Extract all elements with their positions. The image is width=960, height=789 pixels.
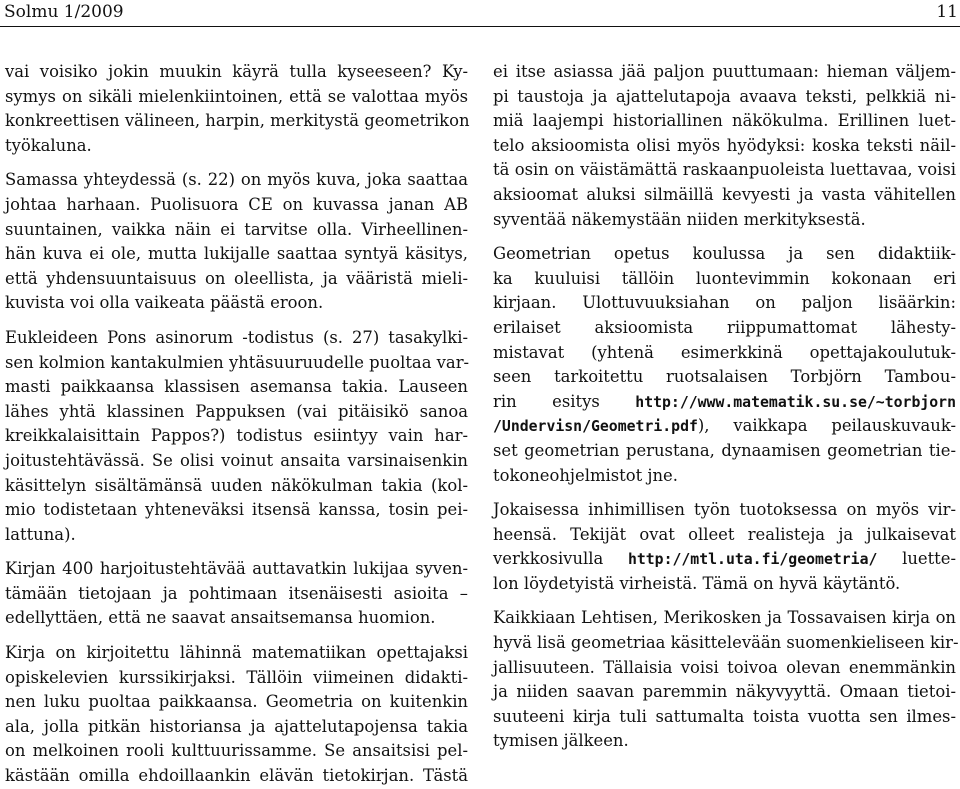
right-column — [493, 60, 959, 754]
text-line: jallisuuteen. Tällaisia voisi toivoa olevan enemmänkin — [493, 657, 956, 677]
text-line: tymisen jälkeen. — [493, 731, 629, 751]
text-line: heensä. Tekijät ovat olleet realisteja ja julkaisevat — [493, 524, 956, 544]
text-line: mistavat (yhtenä esimerkkinä opettajakoulutuk- — [493, 342, 956, 362]
text-line: ei itse asiassa jää paljon puuttumaan: hieman väljem- — [493, 62, 956, 81]
text-fragment: luette- — [877, 549, 956, 569]
text-fragment: verkkosivulla — [493, 549, 628, 569]
text-line: mio todistetaan yhteneväksi itsensä kanssa, tosin pei- — [5, 500, 468, 520]
text-line: työkaluna. — [5, 135, 92, 155]
text-line: syventää näkemystään niiden merkityksestä. — [493, 209, 866, 229]
text-line: ja niiden saavan paremmin näkyvyyttä. Omaan tietoi- — [493, 682, 956, 702]
text-line: hän kuva ei ole, mutta lukijalle saattaa syntyä käsitys, — [5, 244, 468, 264]
text-line: joitustehtävässä. Se olisi voinut ansaita varsinaisenkin — [5, 450, 468, 470]
text-line: kreikkalaisittain Pappos?) todistus esiintyy vain har- — [5, 426, 468, 446]
text-line: käsittelyn sisältämänsä uuden näkökulman takia (kol- — [5, 475, 468, 495]
left-column — [5, 60, 468, 789]
text-line: opiskelevien kurssikirjaksi. Tällöin viimeinen didakti- — [5, 667, 468, 687]
text-fragment: rin esitys — [493, 391, 636, 411]
text-line: tokoneohjelmistot jne. — [493, 465, 678, 485]
text-line: Samassa yhteydessä (s. 22) on myös kuva, joka saattaa — [5, 170, 468, 190]
text-line: miä laajempi historiallinen näkökulma. Erillinen luet- — [493, 111, 956, 131]
text-line: Kirja on kirjoitettu lähinnä matematiikan opettajaksi — [5, 643, 468, 663]
paragraph — [493, 60, 956, 232]
text-line: set geometrian perustana, dynaamisen geometrian tie- — [493, 440, 956, 460]
text-line: ala, jolla pitkän historiansa ja ajattelutapojensa takia — [5, 716, 468, 736]
page-header — [0, 0, 960, 27]
text-line: tämään tietojaan ja pohtimaan itsenäisesti asioita – — [5, 583, 468, 603]
text-line: johtaa harhaan. Puolisuora CE on kuvassa janan AB — [5, 194, 468, 214]
text-line: symys on sikäli mielenkiintoinen, että se valottaa myös — [5, 86, 468, 106]
text-line: vai voisiko jokin muukin käyrä tulla kyseeseen? Ky- — [5, 62, 468, 81]
text-line: tä osin on väistämättä raskaanpuoleista luettavaa, voisi — [493, 160, 956, 180]
text-line: seen tarkoitettu ruotsalaisen Torbjörn Tambou- — [493, 367, 956, 387]
url-link[interactable]: /Undervisn/Geometri.pdf — [493, 418, 698, 436]
text-line: lon löydetyistä virheistä. Tämä on hyvä käytäntö. — [493, 573, 901, 593]
text-line: pi taustoja ja ajattelutapoja avaava teksti, pelkkiä ni- — [493, 86, 956, 106]
text-line: Geometrian opetus koulussa ja sen didaktiik- — [493, 244, 956, 264]
text-line: Eukleideen Pons asinorum -todistus (s. 27) tasakylki- — [5, 327, 468, 347]
text-line: hyvä lisä geometriaa käsittelevään suomenkieliseen kir- — [493, 633, 959, 653]
url-link[interactable]: http://www.matematik.su.se/~torbjorn — [635, 393, 956, 411]
text-line: suuntainen, vaikka näin ei tarvitse olla. Virheellinen- — [5, 219, 468, 239]
text-line: edellyttäen, että ne saavat ansaitsemansa huomion. — [5, 608, 436, 628]
text-line: Kaikkiaan Lehtisen, Merikosken ja Tossavaisen kirja on — [493, 608, 956, 628]
page-number: 11 — [936, 2, 958, 22]
paragraph — [493, 242, 956, 488]
text-line: sen kolmion kantakulmien yhtäsuuruudelle puoltaa var- — [5, 352, 470, 372]
text-line: lattuna). — [5, 524, 76, 544]
text-line: masti paikkaansa klassisen asemansa takia. Lauseen — [5, 377, 468, 397]
url-link[interactable]: http://mtl.uta.fi/geometria/ — [627, 551, 878, 569]
text-line: kuvista voi olla vaikeata päästä eroon. — [5, 293, 324, 313]
text-line: aksioomat aluksi silmäillä kevyesti ja vasta vähitellen — [493, 184, 956, 204]
text-line: Kirjan 400 harjoitustehtävää auttavatkin lukijaa syven- — [5, 559, 468, 579]
paragraph — [5, 168, 468, 316]
paragraph — [5, 60, 468, 158]
text-line: erilaiset aksioomista riippumattomat lähesty- — [493, 317, 956, 337]
paragraph — [5, 326, 468, 547]
text-line: konkreettisen välineen, harpin, merkitystä geometrikon — [5, 111, 470, 131]
text-line: telo aksioomista olisi myös hyödyksi: koska teksti näil- — [493, 135, 956, 155]
text-line: ka kuuluisi tällöin luontevimmin kokonaan eri — [493, 268, 956, 288]
text-line: nen luku puoltaa paikkaansa. Geometria on kuitenkin — [5, 692, 468, 712]
text-line: että yhdensuuntaisuus on oleellista, ja vääristä mieli- — [5, 268, 468, 288]
text-line — [493, 547, 956, 572]
paragraph — [5, 641, 468, 789]
text-fragment: ), vaikkapa peilauskuvauk- — [697, 416, 956, 436]
text-line — [493, 390, 956, 415]
text-line: Jokaisessa inhimillisen työn tuotoksessa on myös vir- — [493, 500, 956, 520]
text-line — [493, 414, 956, 439]
paragraph — [493, 498, 956, 596]
paragraph — [5, 557, 468, 631]
journal-issue: Solmu 1/2009 — [4, 2, 124, 22]
text-line: on melkoinen rooli kulttuurissamme. Se ansaitsisi pel- — [5, 741, 468, 761]
text-line: lähes yhtä klassinen Pappuksen (vai pitäisikö sanoa — [5, 401, 468, 421]
paragraph — [493, 606, 959, 754]
text-line: kästään omilla ehdoillaankin elävän tietokirjan. Tästä — [5, 766, 468, 786]
text-line: kirjaan. Ulottuvuuksiahan on paljon lisäärkin: — [493, 293, 956, 313]
text-line: suuteeni kirja tuli sattumalta toista vuotta sen ilmes- — [493, 706, 956, 726]
